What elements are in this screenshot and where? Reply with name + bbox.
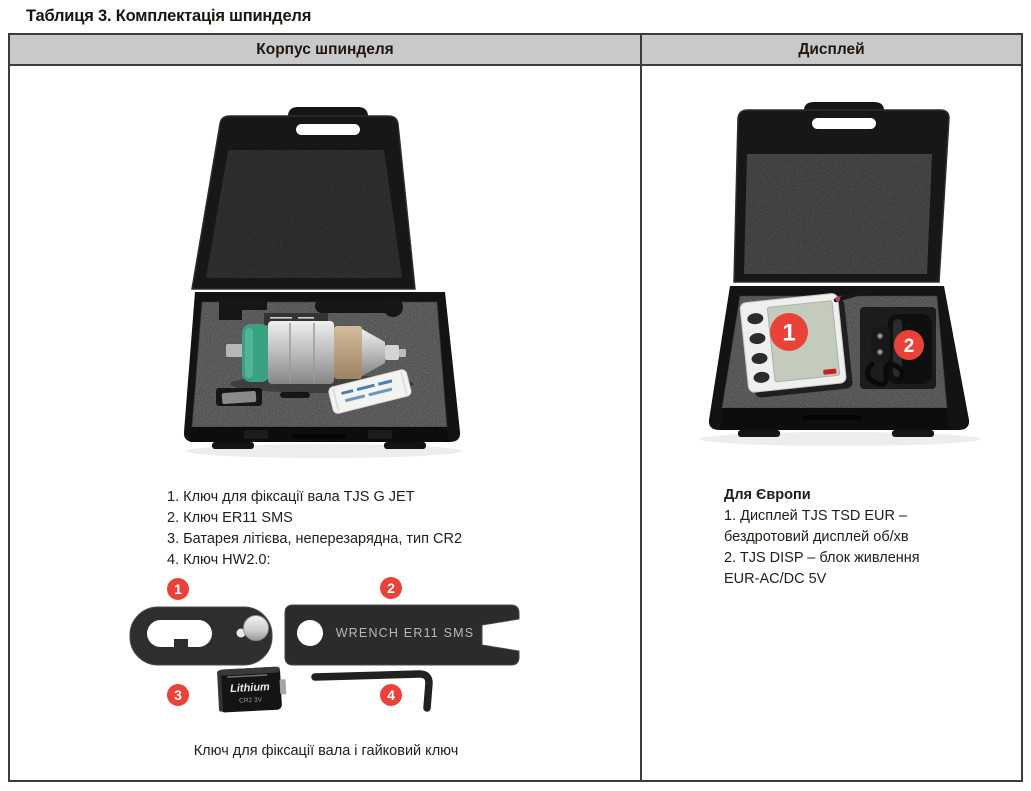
battery-brand: Lithium	[229, 681, 271, 696]
display-case-photo	[692, 102, 1012, 452]
tools-photo	[112, 565, 537, 737]
marker-2-number: 2	[387, 580, 395, 597]
description-line: EUR-AC/DC 5V	[724, 571, 827, 587]
display-region-heading: Для Європи	[724, 487, 811, 503]
column-header-display: Дисплей	[642, 35, 1021, 66]
wrench-engraving: WRENCH ER11 SMS	[335, 626, 475, 640]
marker-2	[894, 330, 924, 360]
case-latch-right	[368, 430, 392, 439]
adapter-plug	[871, 326, 890, 362]
marker-3	[167, 684, 189, 706]
table-title: Таблиця 3. Комплектація шпинделя	[26, 7, 312, 25]
description-line: 1. Дисплей TJS TSD EUR –	[724, 508, 908, 524]
spindle-left-shaft	[226, 344, 244, 357]
shaft-lock-wrench	[130, 607, 272, 665]
spindle-items-list	[167, 487, 462, 571]
hex-key	[315, 674, 429, 708]
components-table	[8, 33, 1023, 782]
marker-1	[167, 578, 189, 600]
marker-2-number: 2	[903, 335, 915, 357]
case-lid	[192, 107, 415, 289]
tools-caption: Ключ для фіксації вала і гайковий ключ	[193, 743, 459, 759]
case-foot-right	[892, 430, 934, 437]
description-line: бездротовий дисплей об/хв	[724, 529, 909, 545]
marker-1-number: 1	[174, 581, 182, 598]
battery-terminal	[280, 679, 287, 694]
column-divider	[640, 35, 642, 780]
marker-4-number: 4	[387, 687, 395, 704]
foam-cutout-bottom-slot	[280, 392, 310, 398]
case-foot-left	[738, 430, 780, 437]
marker-1	[770, 313, 808, 351]
case-lid	[734, 102, 949, 282]
wrench-hole	[297, 620, 323, 646]
cr2-battery	[217, 666, 287, 712]
case-foot-left	[212, 442, 254, 449]
marker-2	[380, 577, 402, 599]
case-foot-right	[384, 442, 426, 449]
er11-wrench	[285, 605, 519, 665]
marker-4	[380, 684, 402, 706]
list-item: 1. Ключ для фіксації вала TJS G JET	[167, 489, 415, 505]
marker-3-number: 3	[174, 687, 182, 704]
case-latch-left	[244, 430, 268, 439]
silver-disc	[244, 616, 269, 641]
foam-cutout-top-right	[315, 299, 395, 313]
marker-1-number: 1	[782, 319, 796, 347]
spindle-nose	[385, 345, 399, 360]
battery-type: CR2 3V	[239, 696, 263, 705]
column-header-spindle-body: Корпус шпинделя	[10, 35, 640, 66]
list-item: 3. Батарея літієва, неперезарядна, тип CR2	[167, 531, 463, 547]
list-item: 2. Ключ ER11 SMS	[167, 510, 293, 526]
spindle-bronze-section	[334, 326, 362, 379]
description-line: 2. TJS DISP – блок живлення	[724, 550, 920, 566]
list-item: 4. Ключ HW2.0:	[167, 552, 271, 568]
display-description	[724, 485, 920, 590]
spindle-body	[268, 321, 334, 384]
spindle-case-photo	[172, 102, 502, 464]
